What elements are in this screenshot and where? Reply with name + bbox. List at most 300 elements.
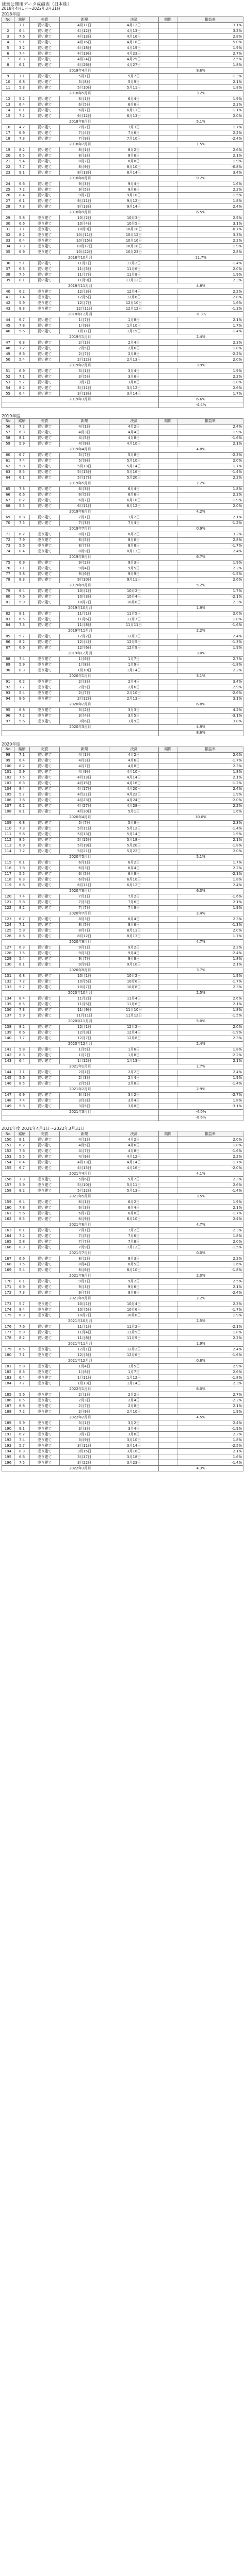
trade-cell: 5月10日 (109, 458, 159, 464)
trade-cell: 6.5 (14, 1002, 30, 1007)
trade-cell: 157 (2, 1182, 14, 1188)
monthly-subtotal-value: 6.6% (159, 397, 243, 402)
trade-cell: 買い建て (30, 1160, 60, 1165)
trade-cell: 売り建て (30, 244, 60, 249)
trade-cell: 10月8日 (109, 985, 159, 990)
trade-row (2, 289, 243, 295)
trade-cell: 7.2 (14, 346, 30, 351)
trade-cell: 172 (2, 1290, 14, 1296)
trade-cell (159, 1449, 177, 1454)
trade-cell: 2.1% (177, 775, 243, 781)
trade-cell: 売り建て (30, 1409, 60, 1415)
trade-cell (159, 113, 177, 119)
trade-row (2, 1007, 243, 1013)
fiscal-year-heading: 2018年度 (2, 12, 21, 16)
trade-row (2, 764, 243, 769)
trade-cell: -2.4% (177, 1290, 243, 1296)
trade-cell: 2月2日 (109, 1392, 159, 1398)
trade-cell: 5.6 (14, 1392, 30, 1398)
trade-row (2, 503, 243, 509)
trade-cell: 169 (2, 1267, 14, 1273)
trade-cell (159, 713, 177, 719)
trade-cell: 7.5 (14, 520, 30, 526)
trade-cell: 1.9% (177, 45, 243, 51)
trade-cell: 2月4日 (109, 679, 159, 685)
trade-cell (159, 1199, 177, 1205)
trade-cell: 買い建て (30, 430, 60, 435)
trade-cell: 3月3日 (60, 1426, 109, 1432)
trade-cell: 7月2日 (109, 1228, 159, 1233)
trade-cell: 6.4 (14, 238, 30, 244)
trade-cell: 8月13日 (109, 549, 159, 554)
trade-cell: 10月1日 (60, 588, 109, 594)
trade-row (2, 193, 243, 198)
trade-cell: 買い建て (30, 204, 60, 210)
trade-cell: 7.4 (14, 894, 30, 900)
trade-cell: -2.1% (177, 594, 243, 600)
trade-cell: 18 (2, 136, 14, 142)
trade-cell: 3.3% (177, 232, 243, 238)
monthly-subtotal-row (2, 939, 243, 945)
trade-cell: 買い建て (30, 498, 60, 503)
trade-cell: 5.8 (14, 215, 30, 221)
trade-row (2, 452, 243, 458)
trade-row (2, 611, 243, 617)
trade-row (2, 883, 243, 888)
column-header: 新規 (60, 747, 109, 752)
trade-cell: 14 (2, 108, 14, 113)
monthly-subtotal-value: 3.9% (159, 363, 243, 368)
trade-cell: 88 (2, 656, 14, 662)
trade-cell: 買い建て (30, 153, 60, 159)
trade-cell: 4月1日 (60, 752, 109, 758)
trade-row (2, 215, 243, 221)
trade-row (2, 96, 243, 102)
trade-cell: 9月3日 (109, 560, 159, 566)
trade-cell (159, 1098, 177, 1104)
trade-cell: 2.6% (177, 385, 243, 391)
trade-row (2, 1182, 243, 1188)
trade-row (2, 40, 243, 45)
trade-cell: 2.1% (177, 837, 243, 843)
trade-cell: 2.4% (177, 786, 243, 792)
fiscal-year-total-row (2, 402, 243, 408)
trade-row (2, 996, 243, 1002)
trade-cell: 7.4 (14, 51, 30, 57)
trade-cell: 買い建て (30, 1007, 60, 1013)
monthly-subtotal-row (2, 673, 243, 679)
trade-cell: 4月12日 (60, 28, 109, 34)
trade-row (2, 594, 243, 600)
trade-cell: 売り建て (30, 1460, 60, 1466)
trade-row (2, 1290, 243, 1296)
trade-cell: 3月22日 (60, 1460, 109, 1466)
trade-cell: 2.9% (177, 1364, 243, 1369)
trade-cell: 買い建て (30, 1216, 60, 1222)
trade-cell: 160 (2, 1205, 14, 1211)
column-header: No (2, 17, 14, 23)
monthly-subtotal-row (2, 1222, 243, 1228)
trade-row (2, 232, 243, 238)
trade-cell: 8月2日 (109, 532, 159, 537)
trade-row (2, 204, 243, 210)
trade-cell: 1.8% (177, 85, 243, 91)
column-header: 売買 (30, 747, 60, 752)
trade-cell (159, 707, 177, 713)
trade-cell: 売り建て (30, 249, 60, 255)
trade-row (2, 1239, 243, 1245)
trade-cell: 買い建て (30, 1098, 60, 1104)
trade-row (2, 1233, 243, 1239)
trade-cell: 120 (2, 894, 14, 900)
column-header: 新規 (60, 17, 109, 23)
trade-row (2, 973, 243, 979)
trade-cell: 8.2 (14, 764, 30, 769)
monthly-subtotal-value: 2.5% (159, 1318, 243, 1324)
trade-cell: 3月14日 (109, 1443, 159, 1449)
trade-cell: 164 (2, 1233, 14, 1239)
trade-cell: 11月12日 (109, 1013, 159, 1019)
trade-cell (159, 424, 177, 430)
monthly-subtotal-label: 2021年12月月 (2, 1358, 159, 1364)
trade-cell: -2.2% (177, 1398, 243, 1403)
trade-cell: 10月22日 (60, 249, 109, 255)
trade-cell: 6月8日 (109, 1211, 159, 1216)
trade-cell: 4月21日 (60, 792, 109, 798)
trade-cell: 8.3 (14, 1053, 30, 1058)
trade-cell: 8.5 (14, 837, 30, 843)
trade-row (2, 1098, 243, 1104)
trade-cell: 101 (2, 769, 14, 775)
trade-cell: 12 (2, 96, 14, 102)
trade-cell: 8 (2, 62, 14, 68)
trade-cell: 11月10日 (109, 1007, 159, 1013)
monthly-subtotal-label: 2020年12月月 (2, 1041, 159, 1047)
trade-cell: 買い建て (30, 611, 60, 617)
trade-cell: 売り建て (30, 1364, 60, 1369)
trade-cell: 1月5日 (60, 1047, 109, 1053)
trade-cell: 6.4 (14, 391, 30, 397)
trade-cell: 1.7% (177, 588, 243, 594)
trade-cell: 2.0% (177, 1137, 243, 1143)
trade-row (2, 187, 243, 193)
trade-cell: 9.1 (14, 40, 30, 45)
trade-cell: 180 (2, 1352, 14, 1358)
trade-cell: 171 (2, 1284, 14, 1290)
trade-cell: 5.9 (14, 769, 30, 775)
trade-cell (159, 752, 177, 758)
monthly-subtotal-label: 2018年8月月 (2, 176, 159, 181)
trade-cell: 6.6 (14, 1256, 30, 1262)
trade-cell: 1.7% (177, 391, 243, 397)
trade-cell: 3月18日 (109, 1454, 159, 1460)
trade-cell (159, 1369, 177, 1375)
trade-row (2, 1454, 243, 1460)
trade-cell: 7.6 (14, 1148, 30, 1154)
trade-cell: 12月6日 (109, 295, 159, 300)
trade-cell: 買い建て (30, 329, 60, 334)
trade-cell (159, 74, 177, 79)
trade-cell: 12月7日 (60, 300, 109, 306)
trade-cell: 2月3日 (60, 679, 109, 685)
trade-cell (159, 543, 177, 549)
trade-cell: 6.7 (14, 452, 30, 458)
trade-cell: 8.2 (14, 905, 30, 911)
trade-cell: 5.9 (14, 1330, 30, 1335)
trade-cell: 6.4 (14, 1199, 30, 1205)
trade-cell: 買い建て (30, 922, 60, 928)
trade-cell: 3月9日 (60, 1437, 109, 1443)
trade-cell: 8.1 (14, 1137, 30, 1143)
trade-cell: 1.9% (177, 272, 243, 278)
monthly-subtotal-value: 4.8% (159, 283, 243, 289)
trade-row (2, 1267, 243, 1273)
trade-cell (159, 244, 177, 249)
trade-cell: 17 (2, 130, 14, 136)
trade-cell: 10月11日 (60, 232, 109, 238)
trade-cell: 11月11日 (60, 1013, 109, 1019)
trade-cell (159, 696, 177, 702)
trade-cell: 買い建て (30, 1047, 60, 1053)
trade-cell: 3月1日 (60, 1420, 109, 1426)
trade-cell: 買い建て (30, 832, 60, 837)
trade-cell: 5.7 (14, 1301, 30, 1307)
trade-cell: 6月1日 (60, 1199, 109, 1205)
monthly-subtotal-row (2, 724, 243, 730)
trade-cell: 6月12日 (109, 883, 159, 888)
trade-cell: 買い建て (30, 1233, 60, 1239)
trade-cell: 6.9 (14, 1284, 30, 1290)
trade-cell: 11月9日 (60, 1007, 109, 1013)
trade-row (2, 57, 243, 62)
trade-cell: 買い建て (30, 368, 60, 374)
trade-cell: 買い建て (30, 973, 60, 979)
trade-row (2, 1420, 243, 1426)
trade-cell: 4月9日 (60, 769, 109, 775)
trade-cell: 8.1 (14, 809, 30, 815)
trade-row (2, 775, 243, 781)
trade-cell: 6.1 (14, 62, 30, 68)
trade-cell: 3月4日 (109, 1098, 159, 1104)
trade-cell: 4月2日 (109, 424, 159, 430)
trade-cell: 125 (2, 928, 14, 934)
trade-cell: 49 (2, 351, 14, 357)
trade-cell: 買い建て (30, 1211, 60, 1216)
trade-cell: 5月17日 (60, 475, 109, 481)
monthly-subtotal-row (2, 1171, 243, 1177)
trade-cell: 6.3 (14, 266, 30, 272)
trade-row (2, 1154, 243, 1160)
trade-cell: 2月7日 (60, 351, 109, 357)
trade-cell: 167 (2, 1256, 14, 1262)
monthly-subtotal-row (2, 334, 243, 340)
trade-cell: 1.9% (177, 792, 243, 798)
trade-cell: 売り建て (30, 306, 60, 312)
trade-cell: 3月23日 (109, 1460, 159, 1466)
trade-cell: 6月7日 (60, 1211, 109, 1216)
trade-cell: 127 (2, 945, 14, 951)
trade-cell: 2.2% (177, 289, 243, 295)
trade-cell: 11月2日 (109, 1324, 159, 1330)
trade-cell: 8.5 (14, 1398, 30, 1403)
trade-row (2, 549, 243, 554)
trade-cell: 6月1日 (60, 96, 109, 102)
trade-cell: -1.8% (177, 662, 243, 668)
trade-cell (159, 928, 177, 934)
trade-cell: 買い建て (30, 346, 60, 351)
monthly-subtotal-row (2, 1064, 243, 1070)
trade-cell: 2 (2, 28, 14, 34)
monthly-subtotal-label: 2022年3月月 (2, 1466, 159, 1471)
trade-cell (159, 289, 177, 295)
trade-cell: 売り建て (30, 696, 60, 702)
monthly-subtotal-row (2, 210, 243, 215)
trade-cell: 1月7日 (60, 317, 109, 323)
trade-cell: 7.3 (14, 1007, 30, 1013)
monthly-subtotal-value: 5.1% (159, 119, 243, 125)
trade-cell: 買い建て (30, 877, 60, 883)
trade-cell: 147 (2, 1092, 14, 1098)
trade-cell: 売り建て (30, 713, 60, 719)
trade-row (2, 656, 243, 662)
trade-cell: 売り建て (30, 662, 60, 668)
trade-row (2, 1432, 243, 1437)
trade-row (2, 634, 243, 639)
trade-cell: -1.6% (177, 894, 243, 900)
trade-cell: 193 (2, 1443, 14, 1449)
trade-cell: 6月11日 (60, 503, 109, 509)
trade-cell (159, 102, 177, 108)
trade-cell (159, 374, 177, 380)
trade-cell: 6月12日 (60, 113, 109, 119)
trade-cell: 8.1 (14, 435, 30, 441)
trade-cell: 4月16日 (109, 34, 159, 40)
trade-cell: 5.8 (14, 1364, 30, 1369)
trade-cell: 5月7日 (109, 74, 159, 79)
trade-cell: 2月2日 (109, 1070, 159, 1075)
trade-cell: 1.9% (177, 560, 243, 566)
monthly-subtotal-value: 6.7% (159, 554, 243, 560)
trade-row (2, 543, 243, 549)
trade-cell: 4月23日 (60, 798, 109, 803)
trade-cell: 8月8日 (109, 543, 159, 549)
trade-row (2, 385, 243, 391)
trade-cell: 5.9 (14, 928, 30, 934)
trade-cell: 8月3日 (60, 917, 109, 922)
monthly-subtotal-row (2, 1466, 243, 1471)
trade-cell: 2.1% (177, 1284, 243, 1290)
trade-cell: 1.8% (177, 1098, 243, 1104)
trade-row (2, 713, 243, 719)
trade-cell: 30 (2, 221, 14, 227)
trade-cell: 10月1日 (60, 973, 109, 979)
trade-cell (159, 28, 177, 34)
trade-cell: 4月8日 (109, 1148, 159, 1154)
trade-cell: 買い建て (30, 1284, 60, 1290)
trade-cell: 60 (2, 452, 14, 458)
trade-cell: 7月1日 (60, 894, 109, 900)
trade-cell (159, 1290, 177, 1296)
trade-cell (159, 634, 177, 639)
trade-cell (159, 1381, 177, 1386)
trade-cell: 117 (2, 871, 14, 877)
monthly-subtotal-row (2, 255, 243, 261)
trade-cell: 21 (2, 159, 14, 164)
trade-cell: 買い建て (30, 1036, 60, 1041)
trade-row (2, 51, 243, 57)
trade-cell: 10月9日 (60, 227, 109, 232)
trade-cell: 6.9 (14, 130, 30, 136)
trade-cell (159, 486, 177, 492)
trade-cell: 107 (2, 803, 14, 809)
trade-cell: 買い建て (30, 23, 60, 28)
trade-cell: 4月28日 (109, 803, 159, 809)
trade-cell (159, 62, 177, 68)
trade-cell: 8.6 (14, 696, 30, 702)
trade-cell (159, 922, 177, 928)
column-header: 売買 (30, 1131, 60, 1137)
trade-cell: 6.5 (14, 1347, 30, 1352)
trade-cell: 11月8日 (109, 272, 159, 278)
monthly-subtotal-label: 2019年4月月 (2, 447, 159, 452)
trade-cell: 7.1 (14, 227, 30, 232)
trade-cell: -1.4% (177, 469, 243, 475)
trade-cell: 2月3日 (60, 1075, 109, 1081)
trade-cell: 3.2 (14, 45, 30, 51)
trade-row (2, 486, 243, 492)
trade-cell (159, 1036, 177, 1041)
monthly-subtotal-label: 2021年10月月 (2, 1318, 159, 1324)
trade-cell: 買い建て (30, 1024, 60, 1030)
monthly-subtotal-value: 5.2% (159, 583, 243, 588)
trade-cell (159, 515, 177, 520)
trade-cell: 5.3 (14, 85, 30, 91)
trade-row (2, 249, 243, 255)
trade-cell: 12月11日 (60, 306, 109, 312)
trade-cell: 7.6 (14, 594, 30, 600)
monthly-subtotal-value: 2.2% (159, 481, 243, 486)
trade-cell: 11月12日 (109, 278, 159, 283)
trade-cell: 1月12日 (109, 1375, 159, 1381)
trade-row (2, 317, 243, 323)
trade-cell (159, 560, 177, 566)
trade-cell: 売り建て (30, 215, 60, 221)
trade-cell: 85 (2, 634, 14, 639)
trade-cell (159, 803, 177, 809)
trade-row (2, 600, 243, 605)
trade-cell: 12月2日 (109, 1347, 159, 1352)
trade-cell: 8月2日 (109, 147, 159, 153)
trade-cell: 8.2 (14, 639, 30, 645)
trade-cell: 2.6% (177, 1369, 243, 1375)
trade-cell: 5月15日 (60, 469, 109, 475)
trade-cell (159, 391, 177, 397)
trade-cell: 6月12日 (109, 503, 159, 509)
trade-cell: 買い建て (30, 803, 60, 809)
trade-cell: 7.7 (14, 1036, 30, 1041)
trade-cell: 3.1% (177, 23, 243, 28)
trade-cell (159, 639, 177, 645)
monthly-subtotal-row (2, 1041, 243, 1047)
trade-cell: 9月14日 (109, 204, 159, 210)
trade-cell: 5.1 (14, 261, 30, 266)
trade-cell (159, 261, 177, 266)
trade-row (2, 962, 243, 968)
trade-cell: 115 (2, 860, 14, 866)
trade-cell: 買い建て (30, 261, 60, 266)
trade-cell: 買い建て (30, 102, 60, 108)
trade-cell: 買い建て (30, 1262, 60, 1267)
